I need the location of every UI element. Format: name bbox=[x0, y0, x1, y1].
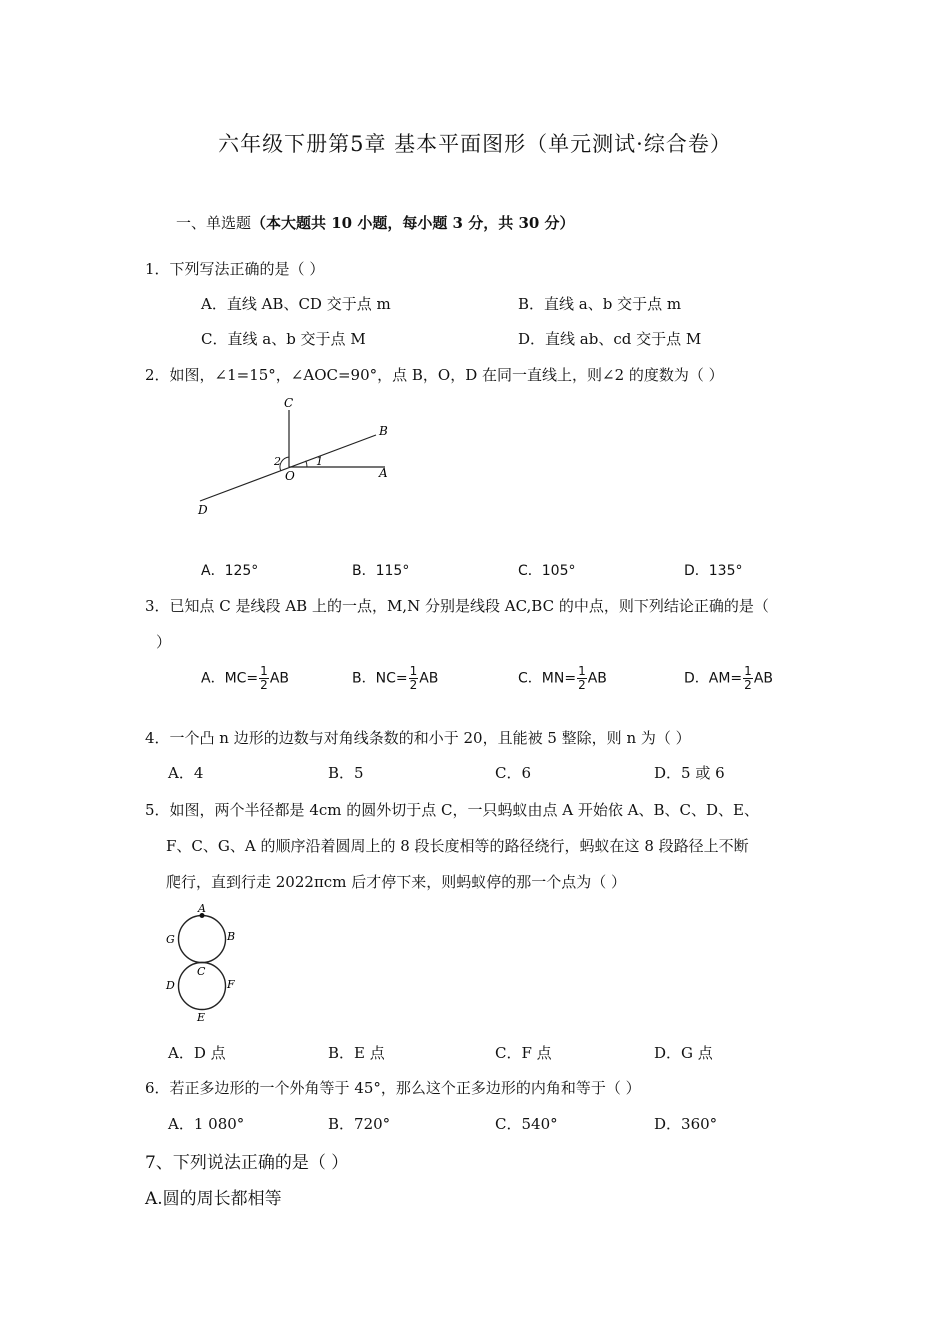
q1-option-d: D．直线 ab、cd 交于点 M bbox=[518, 330, 702, 348]
label-f: F bbox=[227, 978, 235, 991]
label-angle-2: 2 bbox=[274, 455, 281, 468]
q1-stem: 1．下列写法正确的是（ ） bbox=[145, 260, 325, 278]
label-b: B bbox=[379, 424, 388, 438]
q7-stem: 7、下列说法正确的是（ ） bbox=[145, 1153, 349, 1173]
q5-option-a: A．D 点 bbox=[168, 1044, 226, 1062]
q2-option-d: D．135° bbox=[684, 563, 743, 579]
section-label: 一、单选题 bbox=[176, 214, 252, 232]
q4-option-a: A．4 bbox=[168, 764, 204, 782]
upper-circle bbox=[179, 916, 226, 963]
label-a: A bbox=[198, 902, 206, 915]
angle-1-arc bbox=[306, 461, 307, 467]
label-o: O bbox=[285, 469, 295, 483]
q5-line-3: 爬行，直到行走 2022πcm 后才停下来，则蚂蚁停的那一个点为（ ） bbox=[166, 873, 626, 891]
label-d: D bbox=[198, 503, 208, 517]
label-e: E bbox=[197, 1011, 206, 1024]
q2-option-a: A．125° bbox=[201, 563, 259, 579]
q3-stem: 3．已知点 C 是线段 AB 上的一点，M,N 分别是线段 AC,BC 的中点，则下列结论正确的是（ bbox=[145, 597, 769, 615]
label-a: A bbox=[379, 466, 388, 480]
q1-option-b: B．直线 a、b 交于点 m bbox=[518, 295, 682, 313]
section-detail: （本大题共 10 小题，每小题 3 分，共 30 分） bbox=[251, 214, 575, 232]
label-d: D bbox=[166, 979, 175, 992]
q3-stem-end: ） bbox=[156, 633, 172, 651]
label-angle-1: 1 bbox=[316, 455, 323, 468]
q6-option-d: D．360° bbox=[654, 1115, 718, 1133]
label-b: B bbox=[227, 930, 236, 943]
q2-option-b: B．115° bbox=[352, 563, 410, 579]
q2-stem: 2．如图，∠1=15°，∠AOC=90°，点 B，O，D 在同一直线上，则∠2 的度数为（ ） bbox=[145, 366, 724, 384]
q4-option-c: C．6 bbox=[495, 764, 532, 782]
q5-option-d: D．G 点 bbox=[654, 1044, 713, 1062]
q6-stem: 6．若正多边形的一个外角等于 45°，那么这个正多边形的内角和等于（ ） bbox=[145, 1079, 641, 1097]
label-g: G bbox=[166, 933, 175, 946]
q2-angle-figure bbox=[190, 390, 410, 520]
label-c: C bbox=[284, 396, 294, 410]
line-bd bbox=[200, 435, 376, 501]
q4-option-b: B．5 bbox=[328, 764, 364, 782]
q5-option-c: C．F 点 bbox=[495, 1044, 552, 1062]
q6-option-a: A．1 080° bbox=[168, 1115, 245, 1133]
q3-option-b: B．NC= $\frac{1}{2}$ AB bbox=[352, 664, 439, 692]
q1-option-c: C．直线 a、b 交于点 M bbox=[201, 330, 366, 348]
q2-option-c: C．105° bbox=[518, 563, 576, 579]
q5-line-2: F、C、G、A 的顺序沿着圆周上的 8 段长度相等的路径绕行，蚂蚁在这 8 段路径上不断 bbox=[166, 837, 749, 855]
q5-circles-figure bbox=[160, 900, 250, 1025]
q5-line-1: 5．如图，两个半径都是 4cm 的圆外切于点 C，一只蚂蚁由点 A 开始依 A、B、C、D、E、 bbox=[145, 801, 759, 819]
q3-option-d: D．AM= $\frac{1}{2}$ AB bbox=[684, 664, 773, 692]
q5-option-b: B．E 点 bbox=[328, 1044, 385, 1062]
q7-option-a: A.圆的周长都相等 bbox=[145, 1189, 282, 1209]
q4-stem: 4．一个凸 n 边形的边数与对角线条数的和小于 20，且能被 5 整除，则 n 为（ ） bbox=[145, 729, 691, 747]
section-heading bbox=[176, 212, 575, 233]
page-title: 六年级下册第5章 基本平面图形（单元测试·综合卷） bbox=[218, 132, 732, 156]
label-c: C bbox=[197, 965, 206, 978]
q3-option-a: A．MC= $\frac{1}{2}$ AB bbox=[201, 664, 289, 692]
q4-option-d: D．5 或 6 bbox=[654, 764, 725, 782]
q6-option-c: C．540° bbox=[495, 1115, 558, 1133]
q1-option-a: A．直线 AB、CD 交于点 m bbox=[201, 295, 391, 313]
q6-option-b: B．720° bbox=[328, 1115, 391, 1133]
q3-option-c: C．MN= $\frac{1}{2}$ AB bbox=[518, 664, 607, 692]
